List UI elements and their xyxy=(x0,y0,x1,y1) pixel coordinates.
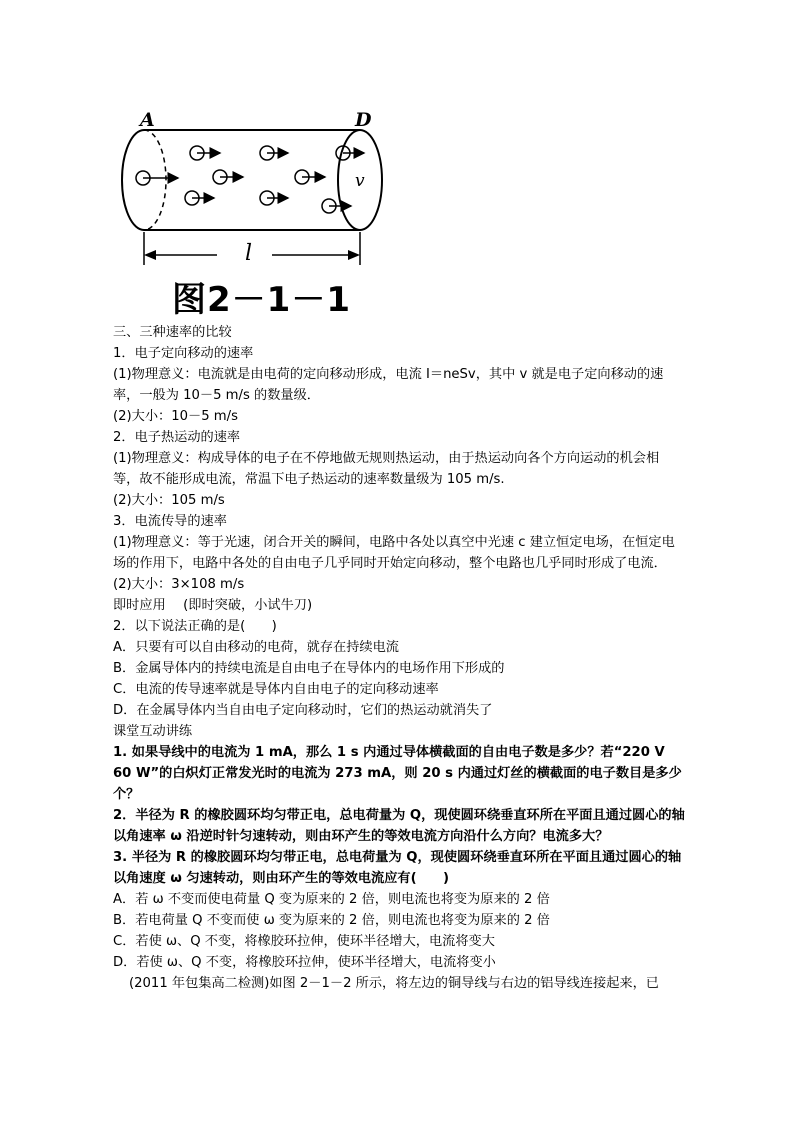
option: A．若 ω 不变而使电荷量 Q 变为原来的 2 倍，则电流也将变为原来的 2 倍 xyxy=(113,892,550,907)
left-end-front xyxy=(122,130,144,230)
paragraph: (1)物理意义：构成导体的电子在不停地做无规则热运动，由于热运动向各个方向运动的机会相等，故不能形成电流，常温下电子热运动的速率数量级为 105 m/s. xyxy=(113,451,660,487)
question: 2．以下说法正确的是( ) xyxy=(113,619,277,634)
electrons xyxy=(136,146,364,213)
figure-caption: 图2－1－1 xyxy=(172,280,351,320)
subheading: 1．电子定向移动的速率 xyxy=(113,346,254,361)
subheading: 2．电子热运动的速率 xyxy=(113,430,241,445)
question: 3. 半径为 R 的橡胶圆环均匀带正电，总电荷量为 Q，现使圆环绕垂直环所在平面且通过圆心的轴以角速度 ω 匀速转动，则由环产生的等效电流应有( ) xyxy=(113,850,682,886)
label-v: v xyxy=(355,171,365,191)
paragraph: (2)大小：3×108 m/s xyxy=(113,577,245,592)
left-end-hidden xyxy=(144,130,166,230)
paragraph: (2)大小：10－5 m/s xyxy=(113,409,238,424)
option: C．电流的传导速率就是导体内自由电子的定向移动速率 xyxy=(113,682,439,697)
paragraph: (1)物理意义：电流就是由电荷的定向移动形成，电流 I＝neSv，其中 v 就是电子定向移动的速率，一般为 10－5 m/s 的数量级． xyxy=(113,367,664,403)
question: 1. 如果导线中的电流为 1 mA，那么 1 s 内通过导体横截面的自由电子数是多少？若“220 V 60 W”的白炽灯正常发光时的电流为 273 mA，则 20 s 内通过灯丝的横截面的电子数目是多少个？ xyxy=(113,745,682,802)
subheading: 3．电流传导的速率 xyxy=(113,514,227,529)
label-a: A xyxy=(140,109,155,131)
paragraph: (2)大小：105 m/s xyxy=(113,493,225,508)
paragraph: (1)物理意义：等于光速，闭合开关的瞬间，电路中各处以真空中光速 c 建立恒定电场，在恒定电场的作用下，电路中各处的自由电子几乎同时开始定向移动，整个电路也几乎同时形成了电流． xyxy=(113,535,675,571)
option: C．若使 ω、Q 不变，将橡胶环拉伸，使环半径增大，电流将变大 xyxy=(113,934,495,949)
label-d: D xyxy=(355,109,372,131)
paragraph: (2011 年包集高二检测)如图 2－1－2 所示，将左边的铜导线与右边的铝导线连接起来，已 xyxy=(129,976,659,991)
section-heading: 课堂互动讲练 xyxy=(113,724,193,739)
option: D．在金属导体内当自由电子定向移动时，它们的热运动就消失了 xyxy=(113,703,493,718)
question: 2．半径为 R 的橡胶圆环均匀带正电，总电荷量为 Q，现使圆环绕垂直环所在平面且通过圆心的轴以角速率 ω 沿逆时针匀速转动，则由环产生的等效电流方向沿什么方向？电流多大？ xyxy=(113,808,685,844)
option: B．若电荷量 Q 不变而使 ω 变为原来的 2 倍，则电流也将变为原来的 2 倍 xyxy=(113,913,550,928)
section-heading: 三、三种速率的比较 xyxy=(113,325,232,340)
option: B．金属导体内的持续电流是自由电子在导体内的电场作用下形成的 xyxy=(113,661,505,676)
document-body xyxy=(113,322,685,994)
label-l: l xyxy=(245,241,253,266)
section-heading: 即时应用 (即时突破，小试牛刀) xyxy=(113,598,313,613)
option: A．只要有可以自由移动的电荷，就存在持续电流 xyxy=(113,640,399,655)
option: D．若使 ω、Q 不变，将橡胶环拉伸，使环半径增大，电流将变小 xyxy=(113,955,496,970)
